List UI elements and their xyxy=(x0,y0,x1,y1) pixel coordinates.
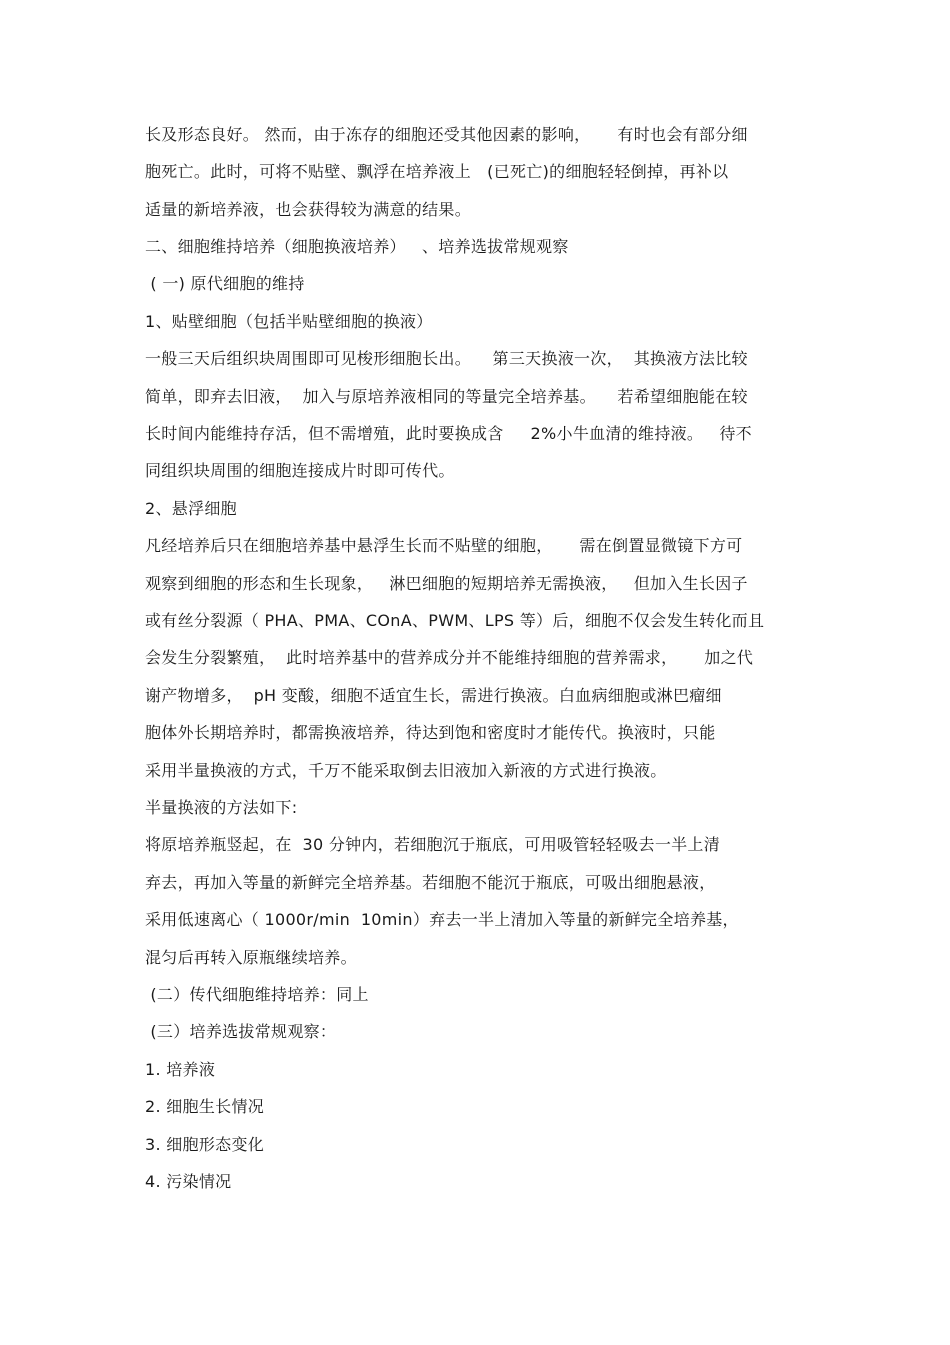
list-item: 1. 培养液 xyxy=(145,1060,216,1079)
text-line: 混匀后再转入原瓶继续培养。 xyxy=(145,948,357,967)
text-line: 谢产物增多， pH 变酸，细胞不适宜生长，需进行换液。白血病细胞或淋巴瘤细 xyxy=(145,686,722,705)
text-line: 胞死亡。此时，可将不贴壁、飘浮在培养液上 (已死亡)的细胞轻轻倒掉，再补以 xyxy=(145,162,729,181)
subsection-heading: 1、贴壁细胞（包括半贴壁细胞的换液） xyxy=(145,312,433,331)
text-line: 采用低速离心（ 1000r/min 10min）弃去一半上清加入等量的新鲜完全培养基， xyxy=(145,910,739,929)
section-heading: 二、细胞维持培养（细胞换液培养） 、培养选拔常规观察 xyxy=(145,237,569,256)
text-line: 胞体外长期培养时，都需换液培养，待达到饱和密度时才能传代。换液时，只能 xyxy=(145,723,716,742)
text-line: 或有丝分裂源（ PHA、PMA、COnA、PWM、LPS 等）后，细胞不仅会发生转化而且 xyxy=(145,611,765,630)
text-line: 观察到细胞的形态和生长现象， 淋巴细胞的短期培养无需换液， 但加入生长因子 xyxy=(145,574,748,593)
list-item: 4. 污染情况 xyxy=(145,1172,232,1191)
subsection-heading: (二）传代细胞维持培养：同上 xyxy=(145,985,369,1004)
subsection-heading: (三）培养选拔常规观察： xyxy=(145,1022,337,1041)
text-line: 采用半量换液的方式，千万不能采取倒去旧液加入新液的方式进行换液。 xyxy=(145,761,667,780)
text-line: 半量换液的方法如下: xyxy=(145,798,298,817)
text-line: 将原培养瓶竖起，在 30 分钟内，若细胞沉于瓶底，可用吸管轻轻吸去一半上清 xyxy=(145,835,721,854)
subsection-heading: 2、悬浮细胞 xyxy=(145,499,237,518)
list-item: 3. 细胞形态变化 xyxy=(145,1135,265,1154)
text-line: 长时间内能维持存活，但不需增殖，此时要换成含 2%小牛血清的维持液。 待不 xyxy=(145,424,752,443)
text-line: 凡经培养后只在细胞培养基中悬浮生长而不贴壁的细胞， 需在倒置显微镜下方可 xyxy=(145,536,743,555)
list-item: 2. 细胞生长情况 xyxy=(145,1097,265,1116)
text-line: 简单，即弃去旧液， 加入与原培养液相同的等量完全培养基。 若希望细胞能在较 xyxy=(145,387,748,406)
text-line: 同组织块周围的细胞连接成片时即可传代。 xyxy=(145,461,455,480)
text-line: 会发生分裂繁殖， 此时培养基中的营养成分并不能维持细胞的营养需求， 加之代 xyxy=(145,648,754,667)
text-line: 一般三天后组织块周围即可见梭形细胞长出。 第三天换液一次， 其换液方法比较 xyxy=(145,349,748,368)
text-line: 弃去，再加入等量的新鲜完全培养基。若细胞不能沉于瓶底，可吸出细胞悬液， xyxy=(145,873,716,892)
text-line: 适量的新培养液，也会获得较为满意的结果。 xyxy=(145,200,472,219)
text-line: 长及形态良好。 然而，由于冻存的细胞还受其他因素的影响， 有时也会有部分细 xyxy=(145,125,748,144)
subsection-heading: ( 一) 原代细胞的维持 xyxy=(145,274,305,293)
